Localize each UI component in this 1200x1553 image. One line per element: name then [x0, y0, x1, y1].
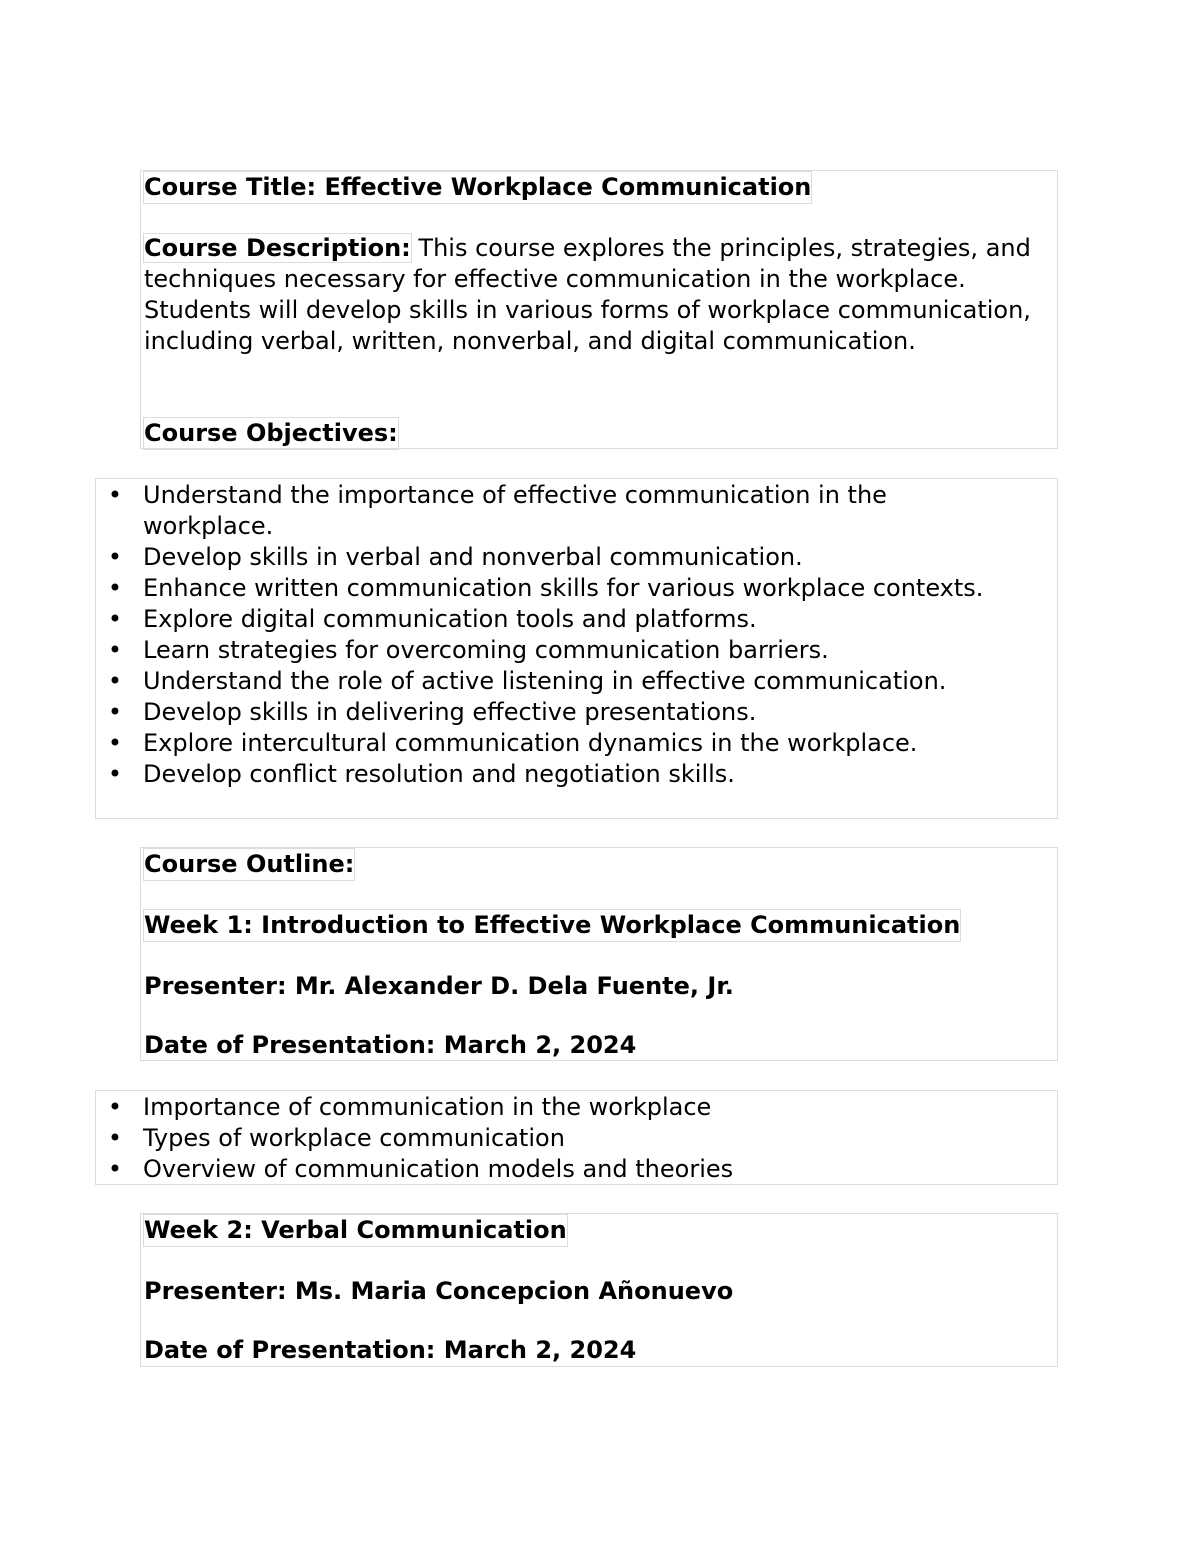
objective-text: Develop conflict resolution and negotiation skills. — [143, 760, 735, 788]
list-item — [96, 480, 1013, 542]
list-item — [96, 697, 1013, 728]
week-2-date: Date of Presentation: March 2, 2024 — [144, 1336, 637, 1364]
week-1-topics-list — [96, 1092, 1057, 1185]
bullet-icon: • — [107, 636, 123, 664]
course-description — [144, 233, 1056, 357]
bullet-icon: • — [107, 481, 123, 509]
bullet-icon: • — [107, 605, 123, 633]
week-1-title: Week 1: Introduction to Effective Workplace Communication — [144, 911, 961, 939]
list-item — [96, 1123, 1013, 1154]
objective-text: Develop skills in delivering effective presentations. — [143, 698, 757, 726]
week-2-block — [140, 1213, 1058, 1367]
topic-text: Types of workplace communication — [143, 1124, 565, 1152]
bullet-icon: • — [107, 760, 123, 788]
topic-text: Importance of communication in the workplace — [143, 1093, 712, 1121]
objective-text: Understand the importance of effective communication in the workplace. — [143, 481, 887, 540]
course-outline-label: Course Outline: — [144, 850, 355, 878]
topic-text: Overview of communication models and theories — [143, 1155, 734, 1183]
objectives-list — [96, 480, 1057, 790]
objective-text: Explore digital communication tools and platforms. — [143, 605, 757, 633]
bullet-icon: • — [107, 574, 123, 602]
bullet-icon: • — [107, 1093, 123, 1121]
list-item — [96, 1154, 1013, 1185]
week-1-date: Date of Presentation: March 2, 2024 — [144, 1031, 637, 1059]
list-item — [96, 573, 1013, 604]
bullet-icon: • — [107, 729, 123, 757]
list-item — [96, 542, 1013, 573]
week-1-presenter: Presenter: Mr. Alexander D. Dela Fuente, Jr. — [144, 972, 734, 1000]
course-description-label: Course Description: — [144, 234, 411, 262]
course-info-block — [140, 170, 1058, 449]
bullet-icon: • — [107, 1124, 123, 1152]
week-2-presenter: Presenter: Ms. Maria Concepcion Añonuevo — [144, 1277, 734, 1305]
objective-text: Develop skills in verbal and nonverbal communication. — [143, 543, 803, 571]
course-title-value: Effective Workplace Communication — [324, 173, 812, 201]
list-item — [96, 604, 1013, 635]
objective-text: Learn strategies for overcoming communication barriers. — [143, 636, 829, 664]
course-title-label: Course Title: — [144, 173, 317, 201]
objectives-list-block — [95, 478, 1058, 819]
objective-text: Explore intercultural communication dynamics in the workplace. — [143, 729, 918, 757]
course-objectives-label: Course Objectives: — [144, 419, 398, 447]
objective-text: Enhance written communication skills for various workplace contexts. — [143, 574, 984, 602]
list-item — [96, 759, 1013, 790]
week-1-topics-block — [95, 1090, 1058, 1185]
course-title — [144, 172, 811, 203]
week-1-block — [140, 847, 1058, 1061]
list-item — [96, 728, 1013, 759]
week-2-title: Week 2: Verbal Communication — [144, 1216, 567, 1244]
list-item — [96, 1092, 1013, 1123]
objective-text: Understand the role of active listening in effective communication. — [143, 667, 947, 695]
list-item — [96, 666, 1013, 697]
bullet-icon: • — [107, 698, 123, 726]
course-description-text: This course explores the principles, strategies, and techniques necessary for effective communication in the workplace. Students will develop skills in various forms of workplace communication, including verbal, written, nonverbal, and digital communication. — [144, 234, 1031, 355]
bullet-icon: • — [107, 1155, 123, 1183]
bullet-icon: • — [107, 667, 123, 695]
list-item — [96, 635, 1013, 666]
bullet-icon: • — [107, 543, 123, 571]
